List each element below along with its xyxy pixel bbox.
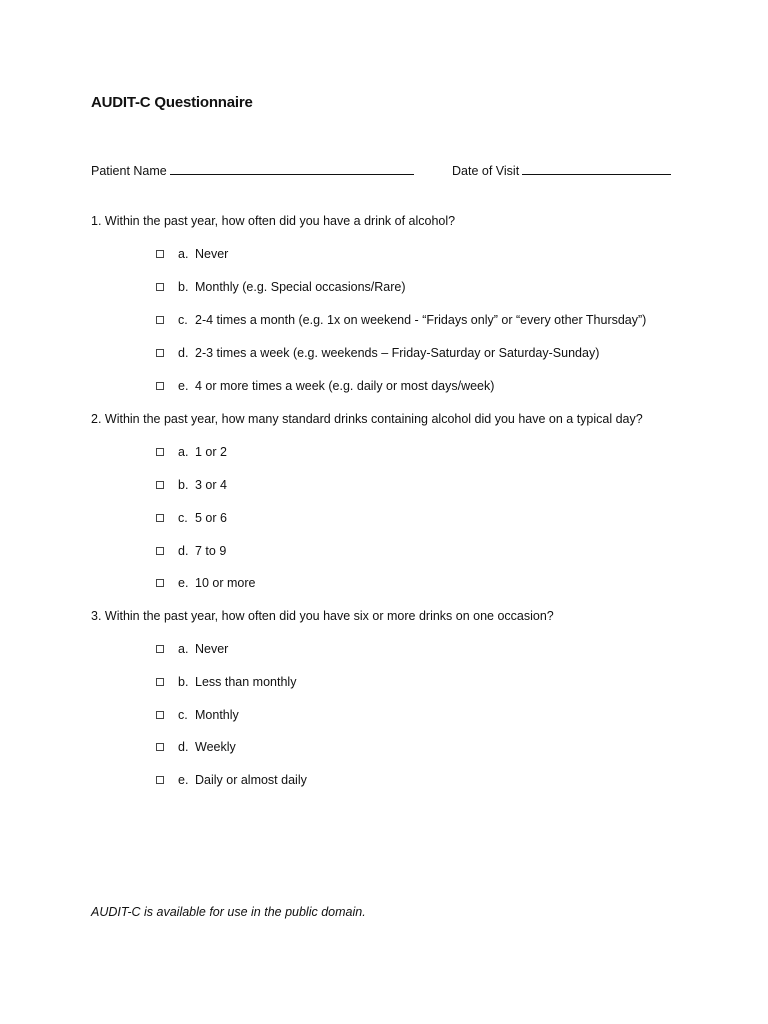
- question-1: 1. Within the past year, how often did you have a drink of alcohol?: [91, 214, 456, 228]
- checkbox-icon[interactable]: [156, 776, 164, 784]
- page-title: AUDIT-C Questionnaire: [91, 94, 253, 111]
- checkbox-icon[interactable]: [156, 678, 164, 686]
- checkbox-icon[interactable]: [156, 645, 164, 653]
- date-of-visit-field: [452, 163, 671, 178]
- option-2b[interactable]: b. 3 or 4: [156, 478, 227, 492]
- checkbox-icon[interactable]: [156, 283, 164, 291]
- option-2c[interactable]: c. 5 or 6: [156, 511, 227, 525]
- checkbox-icon[interactable]: [156, 349, 164, 357]
- checkbox-icon[interactable]: [156, 547, 164, 555]
- option-1c[interactable]: c. 2-4 times a month (e.g. 1x on weekend - “Fridays only” or “every other Thursday”): [156, 313, 646, 327]
- checkbox-icon[interactable]: [156, 382, 164, 390]
- date-of-visit-input-line[interactable]: [522, 163, 671, 175]
- option-3d[interactable]: d. Weekly: [156, 740, 236, 754]
- checkbox-icon[interactable]: [156, 579, 164, 587]
- option-2a[interactable]: a. 1 or 2: [156, 445, 227, 459]
- checkbox-icon[interactable]: [156, 481, 164, 489]
- checkbox-icon[interactable]: [156, 743, 164, 751]
- date-of-visit-label: Date of Visit: [452, 164, 520, 178]
- option-3b[interactable]: b. Less than monthly: [156, 675, 296, 689]
- option-1a[interactable]: a. Never: [156, 247, 228, 261]
- question-2: 2. Within the past year, how many standard drinks containing alcohol did you have on a typical day?: [91, 412, 643, 426]
- patient-name-field: [91, 163, 414, 178]
- option-1b[interactable]: b. Monthly (e.g. Special occasions/Rare): [156, 280, 406, 294]
- question-3: 3. Within the past year, how often did you have six or more drinks on one occasion?: [91, 609, 554, 623]
- checkbox-icon[interactable]: [156, 448, 164, 456]
- option-3a[interactable]: a. Never: [156, 642, 228, 656]
- checkbox-icon[interactable]: [156, 250, 164, 258]
- checkbox-icon[interactable]: [156, 316, 164, 324]
- patient-name-input-line[interactable]: [170, 163, 414, 175]
- option-1e[interactable]: e. 4 or more times a week (e.g. daily or most days/week): [156, 379, 494, 393]
- option-3c[interactable]: c. Monthly: [156, 708, 239, 722]
- option-2d[interactable]: d. 7 to 9: [156, 544, 226, 558]
- option-1d[interactable]: d. 2-3 times a week (e.g. weekends – Friday-Saturday or Saturday-Sunday): [156, 346, 599, 360]
- patient-name-label: Patient Name: [91, 164, 167, 178]
- option-3e[interactable]: e. Daily or almost daily: [156, 773, 307, 787]
- checkbox-icon[interactable]: [156, 711, 164, 719]
- public-domain-note: AUDIT-C is available for use in the public domain.: [91, 905, 366, 919]
- checkbox-icon[interactable]: [156, 514, 164, 522]
- option-2e[interactable]: e. 10 or more: [156, 576, 255, 590]
